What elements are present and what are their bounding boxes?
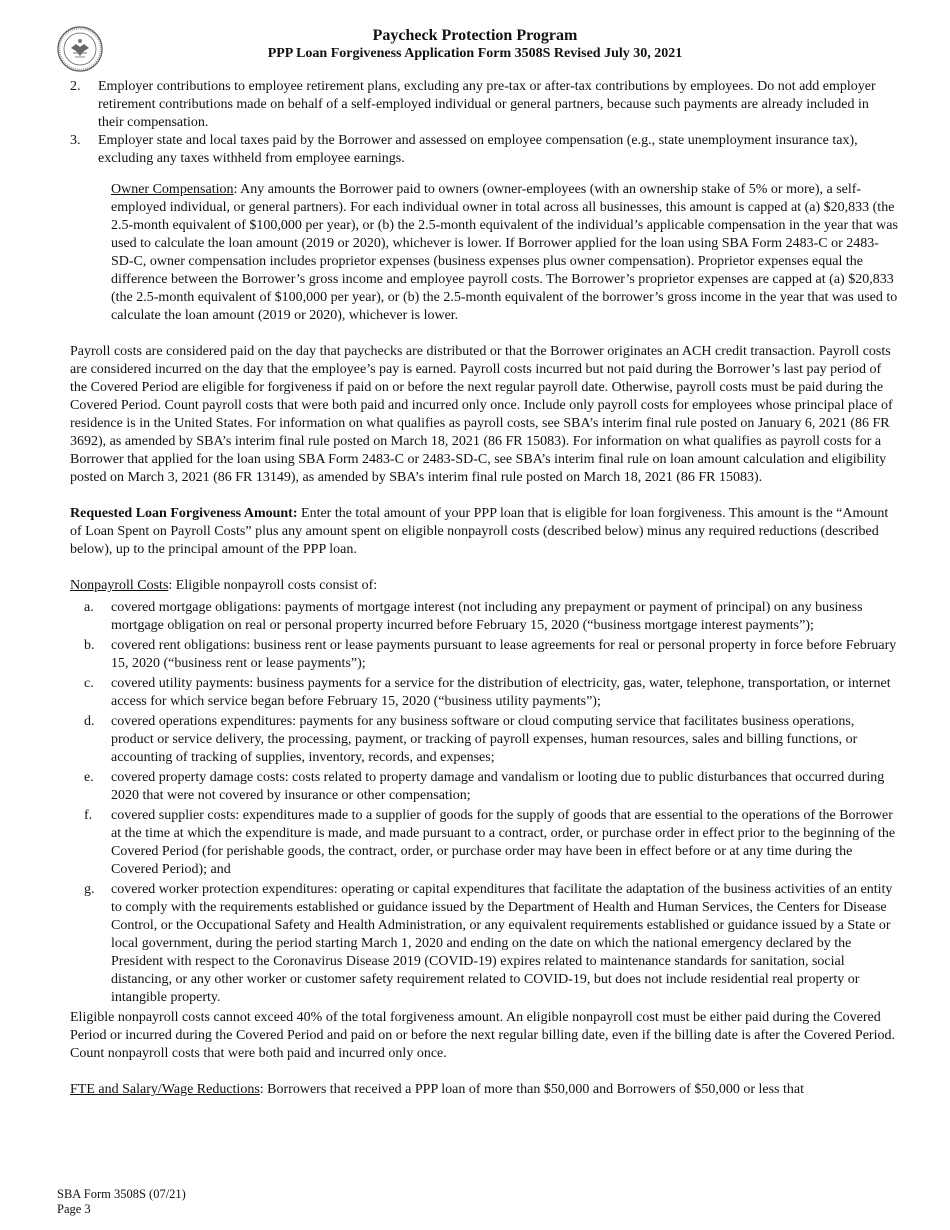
list-item: [70, 675, 898, 711]
page-footer: [57, 1187, 186, 1217]
list-item: [70, 769, 898, 805]
list-marker: b.: [84, 638, 95, 653]
list-item-text: covered utility payments: business payments for a service for the distribution of electricity, gas, water, telephone, transportation, or internet access for which service began before February 15, 2020 (“business utility payments”);: [111, 676, 891, 709]
list-marker: e.: [84, 770, 94, 785]
list-marker: f.: [84, 808, 93, 823]
payroll-costs-paragraph: Payroll costs are considered paid on the day that paychecks are distributed or that the Borrower originates an ACH credit transaction. Payroll costs are considered incurred on the day that the employee’s pay is earned. Payroll costs incurred but not paid during the Borrower’s last pay period of the Covered Period are eligible for forgiveness if paid on or before the next regular payroll date. Otherwise, payroll costs must be paid during the Covered Period. Count payroll costs that were both paid and incurred only once. Include only payroll costs for employees whose principal place of residence is in the United States. For information on what qualifies as payroll costs, see SBA’s interim final rule posted on January 6, 2021 (86 FR 3692), as amended by SBA’s interim final rule posted on March 18, 2021 (86 FR 15083). For information on what qualifies as payroll costs for a Borrower that applied for the loan using SBA Form 2483-C or 2483-SD-C, see SBA’s interim final rule on loan amount calculation and eligibility posted on March 3, 2021 (86 FR 13149), as amended by SBA’s interim final rule posted on March 18, 2021 (86 FR 15083).: [70, 344, 893, 485]
owner-compensation-heading: Owner Compensation: [111, 182, 234, 197]
list-item: [70, 599, 898, 635]
list-marker: 3.: [70, 133, 81, 148]
nonpayroll-intro: [70, 577, 898, 595]
list-item: [0, 132, 898, 168]
page-title: Paycheck Protection Program: [372, 27, 578, 44]
requested-amount-heading: Requested Loan Forgiveness Amount:: [70, 506, 298, 521]
nonpayroll-list: [70, 599, 898, 1007]
list-item-text: covered mortgage obligations: payments of mortgage interest (not including any prepayment or payment of principal) on any business mortgage obligation on real or personal property incurred before February 15, 2020 (“business mortgage interest payments”);: [111, 600, 863, 633]
list-marker: g.: [84, 882, 95, 897]
requested-amount-paragraph: [70, 505, 898, 559]
list-item: [70, 881, 898, 1007]
page-header: [0, 26, 950, 63]
fte-heading: FTE and Salary/Wage Reductions: [70, 1082, 260, 1097]
list-item-text: covered rent obligations: business rent or lease payments pursuant to lease agreements for real or personal property in force before February 15, 2020 (“business rent or lease payments”);: [111, 638, 897, 671]
numbered-list: [0, 78, 898, 168]
nonpayroll-intro-text: : Eligible nonpayroll costs consist of:: [168, 578, 378, 593]
nonpayroll-heading: Nonpayroll Costs: [70, 578, 169, 593]
list-item-text: Employer state and local taxes paid by the Borrower and assessed on employee compensation (e.g., state unemployment insurance tax), excluding any taxes withheld from employee earnings.: [98, 133, 858, 166]
list-item-text: covered worker protection expenditures: operating or capital expenditures that facilitate the adaptation of the business activities of an entity to comply with the requirements established or guidance issued by the Department of Health and Human Services, the Centers for Disease Control, or the Occupational Safety and Health Administration, or any equivalent requirements established or guidance issued by a State or local government, during the period starting March 1, 2020 and ending on the date on which the national emergency declared by the President with respect to the Coronavirus Disease 2019 (COVID-19) expires related to maintenance standards for sanitation, social distancing, or any other worker or customer safety requirement related to COVID-19, but does not include residential real property or intangible property.: [111, 882, 893, 1005]
list-marker: 2.: [70, 79, 81, 94]
owner-compensation-text: : Any amounts the Borrower paid to owners (owner-employees (with an ownership stake of 5% or more), a self-employed individual, or general partners). For each individual owner in total across all businesses, this amount is capped at (a) $20,833 (the 2.5-month equivalent of $100,000 per year), or (b) the 2.5-month equivalent of the individual’s applicable compensation in the year that was used to calculate the loan amount (2019 or 2020), whichever is lower. If Borrower applied for the loan using SBA Form 2483-C or 2483-SD-C, owner compensation includes proprietor expenses (business expenses plus owner compensation). Proprietor expenses equal the difference between the Borrower’s gross income and employee payroll costs. The Borrower’s proprietor expenses are capped at (a) $20,833 (the 2.5-month equivalent of $100,000 per year), or (b) the 2.5-month equivalent of the borrower’s gross income in the year that was used to calculate the loan amount (2019 or 2020), whichever is lower.: [111, 182, 898, 323]
list-marker: a.: [84, 600, 94, 615]
nonpayroll-closing-paragraph: Eligible nonpayroll costs cannot exceed 40% of the total forgiveness amount. An eligible nonpayroll cost must be either paid during the Covered Period or incurred during the Covered Period and paid on or before the next regular billing date, even if the billing date is after the Covered Period. Count nonpayroll costs that were both paid and incurred only once.: [70, 1010, 895, 1061]
list-item: [70, 637, 898, 673]
list-item: [0, 78, 898, 132]
list-item: [70, 807, 898, 879]
list-item: [70, 713, 898, 767]
form-number: SBA Form 3508S (07/21): [57, 1187, 186, 1201]
owner-compensation-paragraph: [70, 181, 898, 325]
list-item-text: Employer contributions to employee retirement plans, excluding any pre-tax or after-tax contributions by employees. Do not add employer retirement contributions made on behalf of a self-employed individual or general partners, because such payments are already included in their compensation.: [98, 79, 876, 130]
page-number: Page 3: [57, 1202, 91, 1216]
fte-paragraph: [70, 1081, 898, 1099]
list-item-text: covered operations expenditures: payments for any business software or cloud computing service that facilitates business operations, product or service delivery, the processing, payment, or tracking of payroll expenses, human resources, sales and billing functions, or accounting of tracking of supplies, inventory, records, and expenses;: [111, 714, 858, 765]
list-marker: c.: [84, 676, 94, 691]
list-item-text: covered property damage costs: costs related to property damage and vandalism or looting due to public disturbances that occurred during 2020 that were not covered by insurance or other compensation;: [111, 770, 885, 803]
fte-text: : Borrowers that received a PPP loan of more than $50,000 and Borrowers of $50,000 or less that: [259, 1082, 804, 1097]
list-item-text: covered supplier costs: expenditures made to a supplier of goods for the supply of goods that are essential to the operations of the Borrower at the time at which the expenditure is made, and made pursuant to a contract, order, or purchase order in effect prior to the beginning of the Covered Period (for perishable goods, the contract, order, or purchase order may have been in effect before or at any time during the Covered Period); and: [111, 808, 896, 877]
page-subtitle: PPP Loan Forgiveness Application Form 3508S Revised July 30, 2021: [267, 46, 683, 61]
list-marker: d.: [84, 714, 95, 729]
document-body: [70, 78, 898, 1099]
requested-amount-text: Enter the total amount of your PPP loan that is eligible for loan forgiveness. This amount is the “Amount of Loan Spent on Payroll Costs” plus any amount spent on eligible nonpayroll costs (described below) minus any required reductions (described below), up to the principal amount of the PPP loan.: [70, 506, 889, 557]
